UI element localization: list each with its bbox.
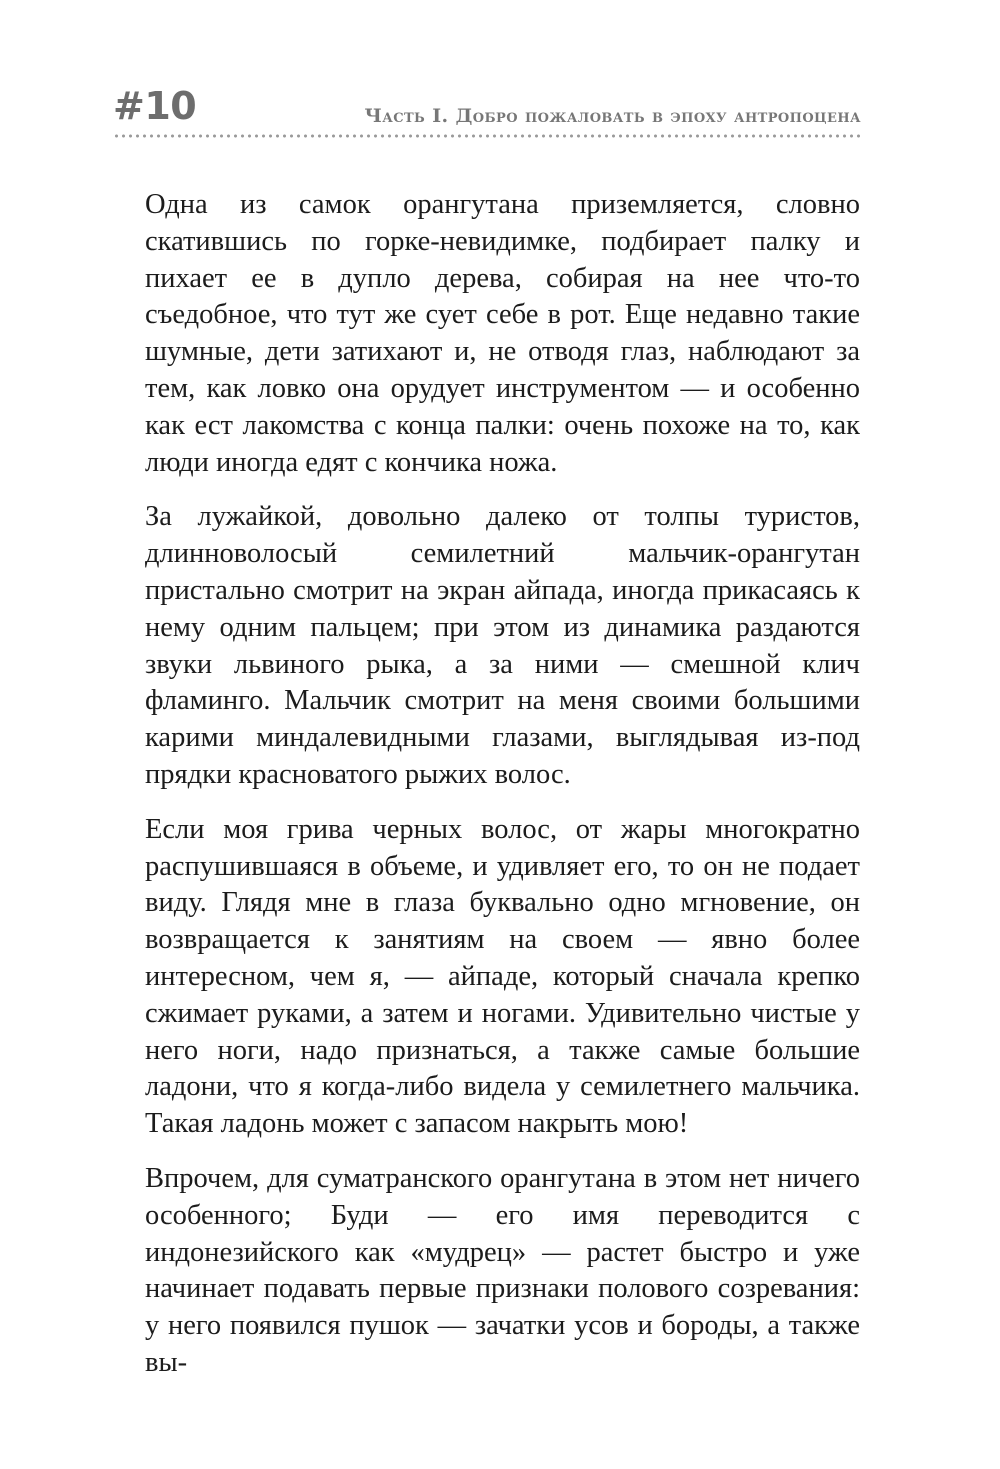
dotted-divider	[113, 134, 861, 138]
page-header	[113, 84, 861, 144]
paragraph-4: Впрочем, для суматранского орангутана в этом нет ничего особенного; Буди — его имя переводится с индонезийского как «мудрец» — растет быстро и уже начинает подавать первые признаки полового созревания: у него появился пушок — зачатки усов и бороды, а также вы-	[145, 1162, 860, 1378]
paragraph-1: Одна из самок орангутана приземляется, словно скатившись по горке-невидимке, подбирает палку и пихает ее в дупло дерева, собирая на нее что-то съедобное, что тут же сует себе в рот. Еще недавно такие шумные, дети затихают и, не отводя глаз, наблюдают за тем, как ловко она орудует инструментом — и особенно как ест лакомства с конца палки: очень похоже на то, как люди иногда едят с кончика ножа.	[145, 189, 860, 478]
main-text	[145, 187, 860, 1400]
page-number: #10	[113, 84, 197, 128]
paragraph-2: За лужайкой, довольно далеко от толпы туристов, длинноволосый семилетний мальчик-орангутан пристально смотрит на экран айпада, иногда прикасаясь к нему одним пальцем; при этом из динамика раздаются звуки львиного рыка, а за ними — смешной клич фламинго. Мальчик смотрит на меня своими большими карими миндалевидными глазами, выглядывая из-под прядки красноватого рыжих волос.	[145, 501, 860, 790]
paragraph-3: Если моя грива черных волос, от жары многократно распушившаяся в объеме, и удивляет его, то он не подает виду. Глядя мне в глаза буквально одно мгновение, он возвращается к занятиям на своем — явно более интересном, чем я, — айпаде, который сначала крепко сжимает руками, а затем и ногами. Удивительно чистые у него ноги, надо признаться, а также самые большие ладони, что я когда-либо видела у семилетнего мальчика. Такая ладонь может с запасом накрыть мою!	[145, 813, 860, 1140]
running-chapter-title: Часть I. Добро пожаловать в эпоху антропоцена	[364, 105, 861, 127]
